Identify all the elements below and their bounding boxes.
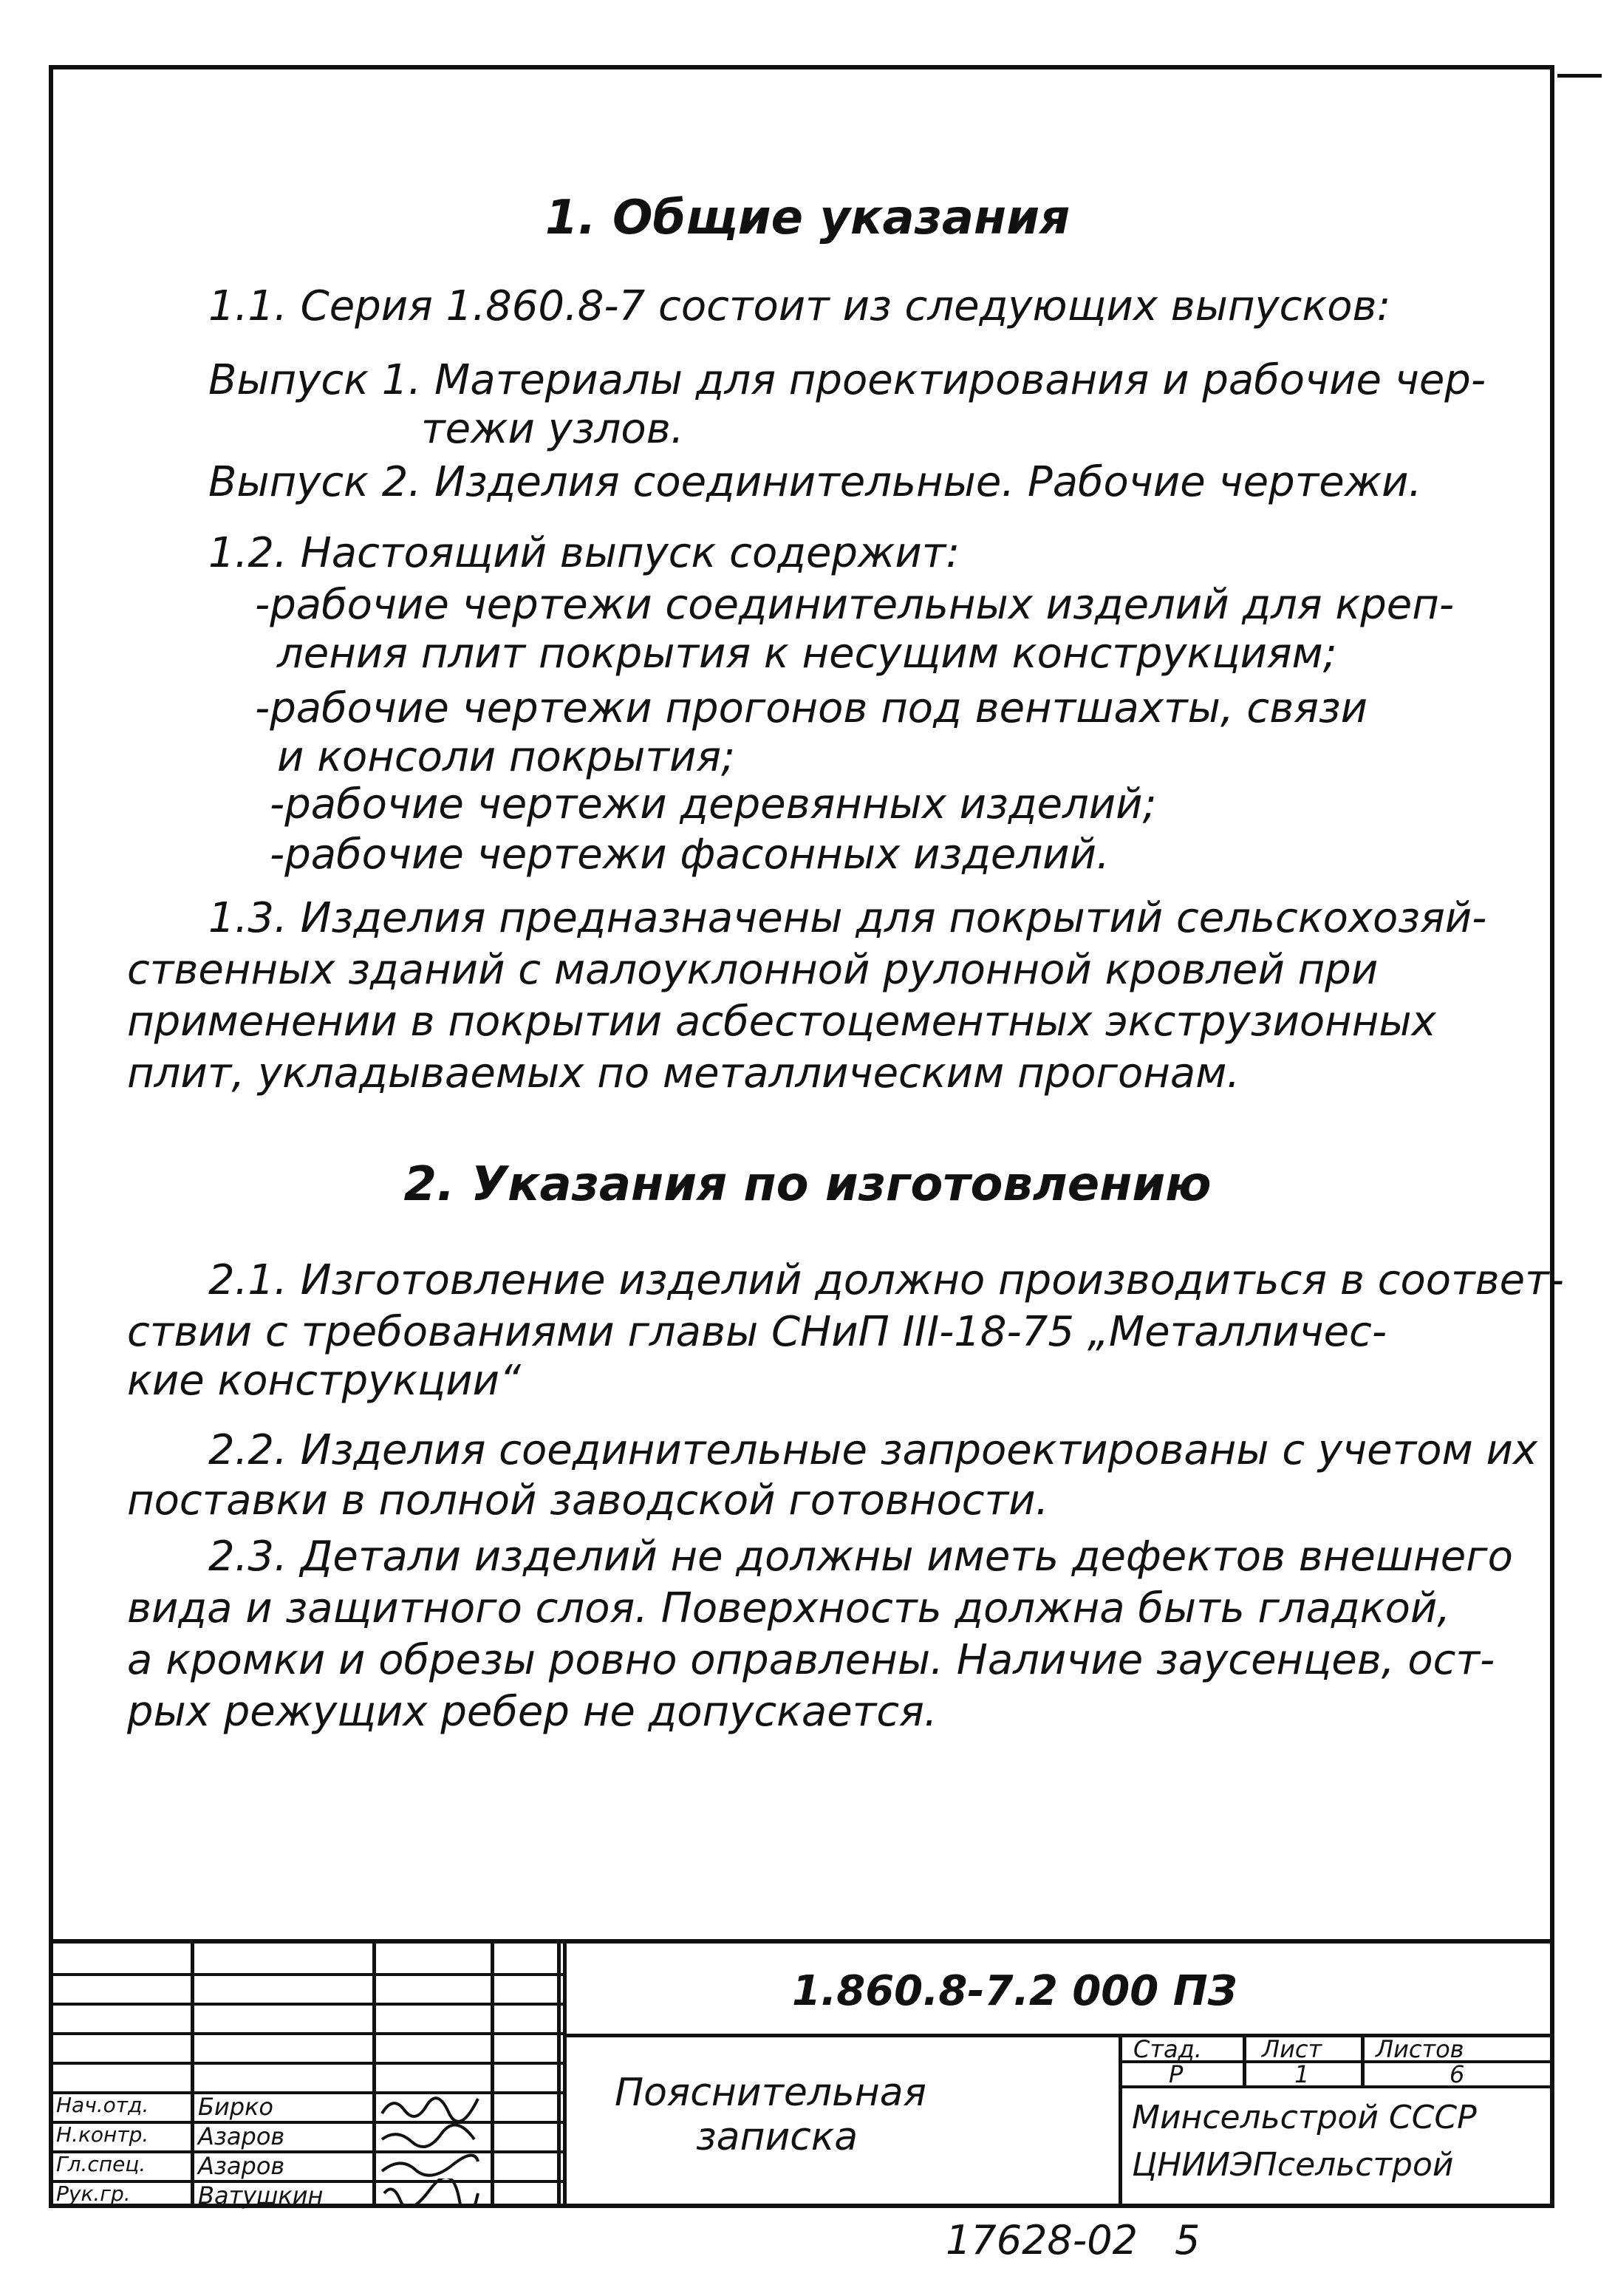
doc-name-line-a: Пояснительная [615, 2071, 926, 2115]
section-1-title: 1. Общие указания [544, 191, 1071, 245]
tb-divider [491, 1944, 494, 2204]
para-2-3-line-a: 2.3. Детали изделий не должны иметь дефектов внешнего [208, 1533, 1513, 1581]
para-2-3-line-c: а кромки и обрезы ровно оправлены. Наличие заусенцев, ост- [127, 1636, 1495, 1684]
sheet-value: 1 [1294, 2060, 1310, 2088]
stage-value: Р [1169, 2060, 1184, 2088]
issue-1-line-a: Выпуск 1. Материалы для проектирования и рабочие чер- [208, 356, 1486, 404]
archive-code: 17628-02 [946, 2217, 1138, 2263]
para-1-3-line-d: плит, укладываемых по металлическим прогонам. [127, 1049, 1240, 1097]
tb-row-line [53, 2003, 564, 2006]
col-sheet-label: Лист [1262, 2035, 1322, 2063]
para-2-1-line-b: ствии с требованиями главы СНиП III-18-75 „Металличес- [127, 1308, 1387, 1356]
col-stage-label: Стад. [1133, 2035, 1202, 2063]
para-1-2: 1.2. Настоящий выпуск содержит: [208, 529, 960, 577]
sheets-value: 6 [1450, 2060, 1465, 2088]
col-sheets-label: Листов [1376, 2035, 1464, 2063]
para-2-3-line-b: вида и защитного слоя. Поверхность должна быть гладкой, [127, 1584, 1451, 1632]
page-number: 5 [1175, 2217, 1201, 2263]
role-1: Нач.отд. [56, 2093, 149, 2117]
issue-1-line-b: тежи узлов. [421, 405, 684, 453]
org-line-b: ЦНИИЭПсельстрой [1132, 2146, 1454, 2184]
tb-divider [372, 1944, 376, 2204]
item-4: -рабочие чертежи фасонных изделий. [270, 831, 1110, 879]
para-1-1: 1.1. Серия 1.860.8-7 состоит из следующих выпусков: [208, 282, 1391, 330]
section-2-title: 2. Указания по изготовлению [403, 1157, 1212, 1212]
para-2-1-line-a: 2.1. Изготовление изделий должно производиться в соответ- [208, 1256, 1564, 1304]
item-2-line-b: и консоли покрытия; [277, 733, 735, 781]
tb-row-line [53, 2032, 564, 2035]
signature-3 [378, 2150, 482, 2180]
para-1-3-line-c: применении в покрытии асбестоцементных экструзионных [127, 998, 1436, 1046]
frame-edge-mark [1557, 74, 1602, 78]
tb-row-line [53, 2062, 564, 2065]
signature-1 [378, 2091, 482, 2121]
item-3: -рабочие чертежи деревянных изделий; [270, 780, 1157, 828]
item-1-line-a: -рабочие чертежи соединительных изделий для креп- [255, 581, 1455, 629]
role-2: Н.контр. [56, 2122, 149, 2147]
tb-divider [1119, 2034, 1122, 2204]
tb-row-line [1119, 2085, 1550, 2088]
para-2-2-line-a: 2.2. Изделия соединительные запроектированы с учетом их [208, 1426, 1538, 1474]
title-block [53, 1939, 1550, 2210]
para-2-1-line-c: кие конструкции“ [127, 1357, 522, 1405]
para-2-2-line-b: поставки в полной заводской готовности. [127, 1476, 1049, 1525]
item-1-line-b: ления плит покрытия к несущим конструкциям; [277, 630, 1337, 678]
name-2: Азаров [198, 2122, 285, 2150]
doc-designation: 1.860.8-7.2 000 ПЗ [792, 1967, 1237, 2015]
name-3: Азаров [198, 2152, 285, 2180]
item-2-line-a: -рабочие чертежи прогонов под вентшахты, связи [255, 684, 1368, 732]
role-3: Гл.спец. [56, 2152, 146, 2176]
org-line-a: Минсельстрой СССР [1132, 2099, 1477, 2136]
name-4: Ватушкин [198, 2181, 324, 2210]
signature-4 [378, 2179, 482, 2208]
para-1-3-line-a: 1.3. Изделия предназначены для покрытий сельскохозяй- [208, 894, 1487, 942]
tb-divider [191, 1944, 194, 2204]
tb-row-line [53, 1973, 564, 1976]
signature-2 [378, 2121, 482, 2150]
name-1: Бирко [198, 2093, 273, 2121]
para-1-3-line-b: ственных зданий с малоуклонной рулонной кровлей при [127, 946, 1379, 994]
role-4: Рук.гр. [56, 2181, 131, 2206]
issue-2: Выпуск 2. Изделия соединительные. Рабочие чертежи. [208, 458, 1422, 506]
doc-name-line-b: записка [696, 2115, 858, 2159]
para-2-3-line-d: рых режущих ребер не допускается. [127, 1688, 938, 1736]
tb-divider [557, 1944, 561, 2204]
tb-divider [563, 1944, 567, 2204]
